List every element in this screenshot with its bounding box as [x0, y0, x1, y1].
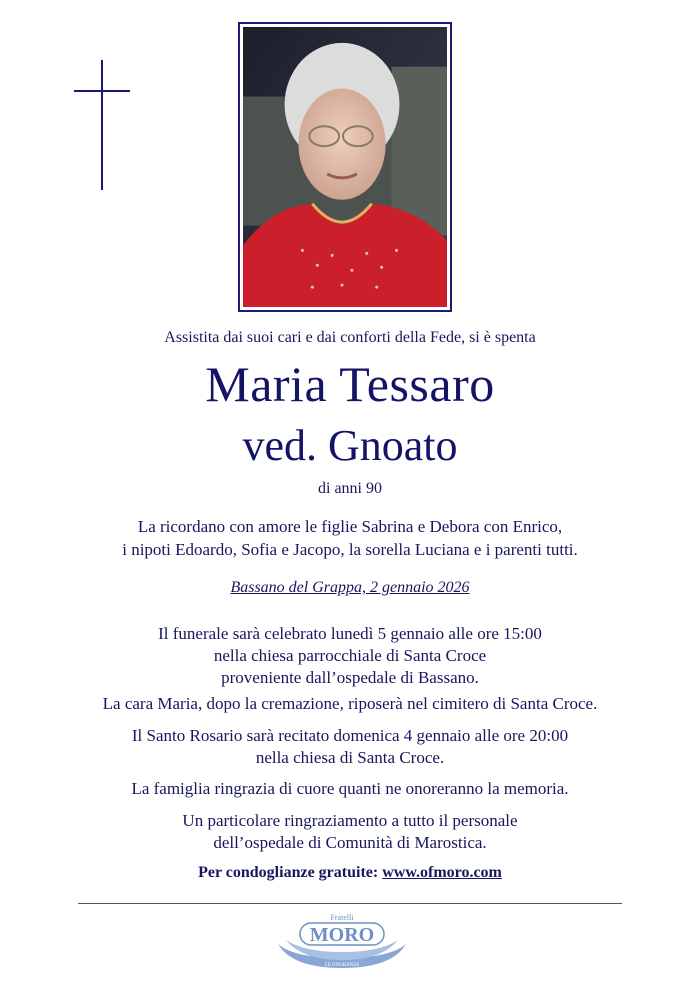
- intro-text: Assistita dai suoi cari e dai conforti della Fede, si è spenta: [164, 329, 536, 346]
- funeral-info: [0, 623, 700, 689]
- place-date-text: Bassano del Grappa, 2 gennaio 2026: [230, 579, 470, 596]
- rosary-info: [0, 725, 700, 769]
- special-thanks: [0, 810, 700, 854]
- married-name: ved. Gnoato: [242, 421, 458, 470]
- portrait-photo: [238, 22, 452, 312]
- cross-icon: [74, 60, 130, 190]
- age-text: di anni 90: [318, 480, 382, 497]
- rosary-line: Il Santo Rosario sarà recitato domenica 4 gennaio alle ore 20:00: [131, 726, 569, 745]
- funeral-line: Il funerale sarà celebrato lunedì 5 gennaio alle ore 15:00: [158, 624, 542, 643]
- family-line: La ricordano con amore le figlie Sabrina e Debora con Enrico,: [137, 517, 563, 536]
- cremation-text: La cara Maria, dopo la cremazione, riposerà nel cimitero di Santa Croce.: [102, 694, 598, 713]
- family-text: [0, 515, 700, 561]
- special-thanks-line: Un particolare ringraziamento a tutto il personale: [182, 811, 518, 830]
- condolences-label: Per condoglianze gratuite:: [198, 864, 379, 881]
- rosary-line: nella chiesa di Santa Croce.: [255, 748, 445, 767]
- funeral-line: nella chiesa parrocchiale di Santa Croce: [213, 646, 487, 665]
- thanks-text: La famiglia ringrazia di cuore quanti ne onoreranno la memoria.: [131, 779, 569, 798]
- family-line: i nipoti Edoardo, Sofia e Jacopo, la sorella Luciana e i parenti tutti.: [122, 540, 578, 559]
- funeral-line: proveniente dall’ospedale di Bassano.: [221, 668, 479, 687]
- special-thanks-line: dell’ospedale di Comunità di Marostica.: [213, 833, 487, 852]
- logo-main-text: MORO: [309, 924, 375, 946]
- deceased-name: Maria Tessaro: [205, 356, 495, 412]
- moro-logo: [272, 910, 412, 972]
- logo-top-text: Fratelli: [330, 913, 354, 922]
- condolences: [0, 864, 700, 882]
- divider: [78, 903, 622, 904]
- place-date: [0, 579, 700, 597]
- condolences-link[interactable]: www.ofmoro.com: [382, 864, 502, 881]
- logo-bottom-text: LE ONORANZE: [324, 963, 360, 968]
